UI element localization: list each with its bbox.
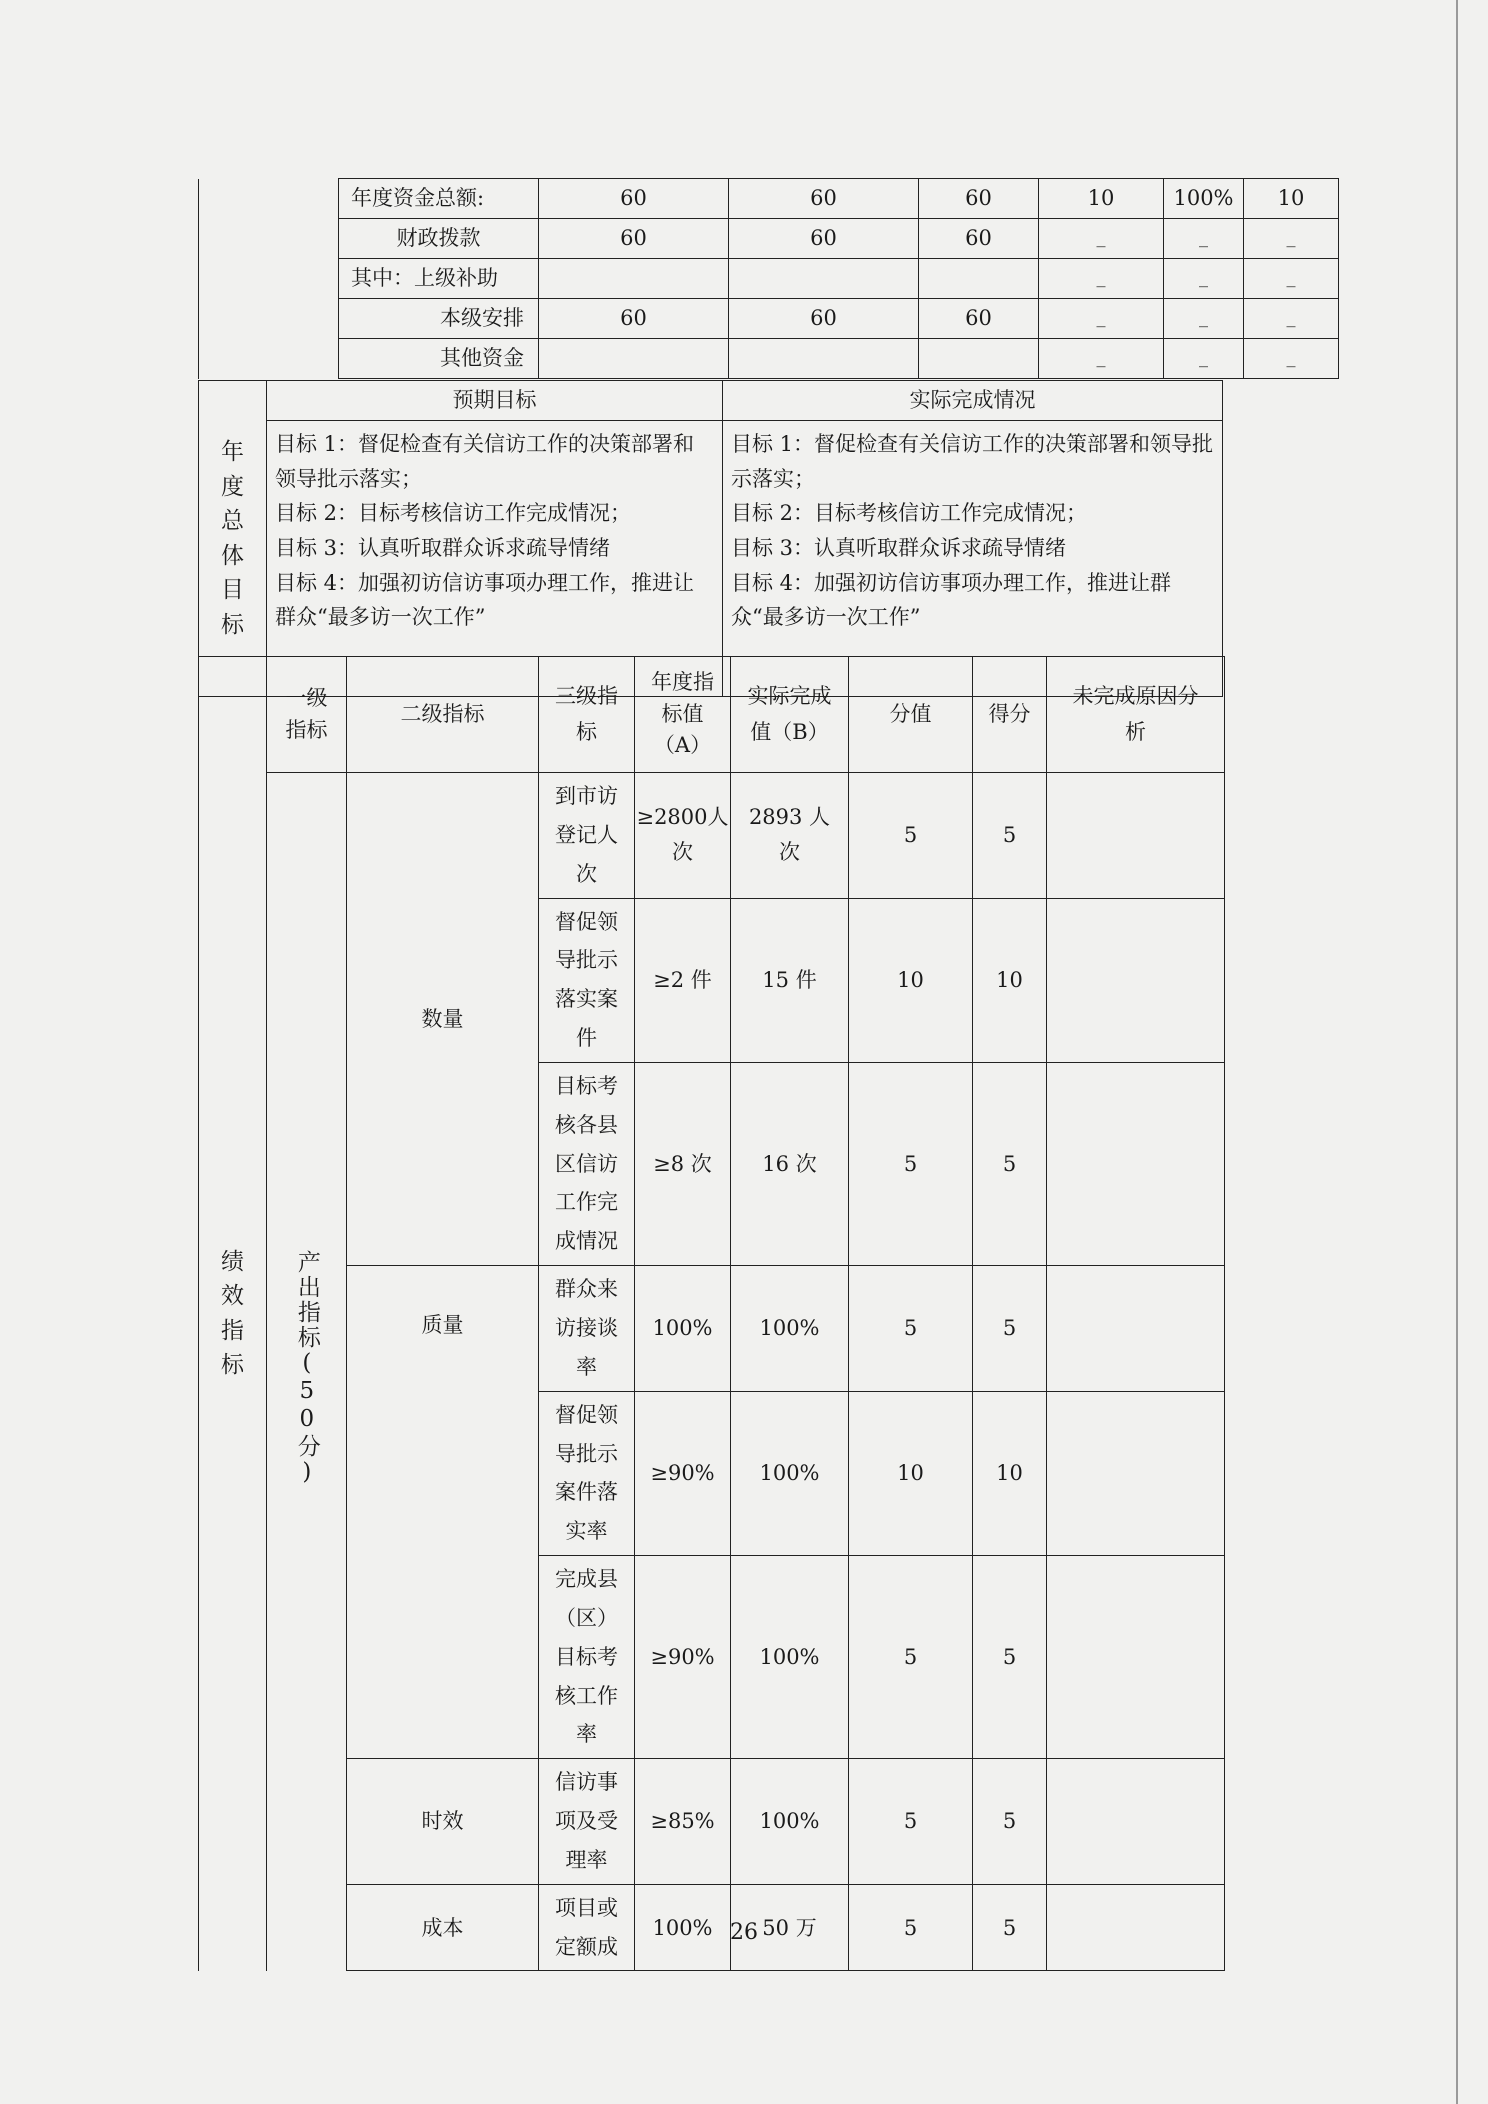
actual-cell: 100% (731, 1556, 849, 1759)
funds-table (198, 178, 1339, 379)
funds-rate: _ (1164, 259, 1244, 299)
reason-cell (1047, 773, 1225, 899)
actual-cell: 2893 人次 (731, 773, 849, 899)
funds-value (539, 339, 729, 379)
funds-value: 60 (539, 299, 729, 339)
header-got: 得分 (973, 657, 1047, 773)
funds-value: 60 (729, 299, 919, 339)
target-cell: 100% (635, 1884, 731, 1971)
header-level1: 一级指标 (267, 657, 347, 773)
funds-score: _ (1039, 339, 1164, 379)
funds-got: _ (1244, 219, 1339, 259)
perf-side-label (199, 657, 267, 1971)
got-cell: 5 (973, 1759, 1047, 1885)
header-score: 分值 (849, 657, 973, 773)
target-cell: ≥90% (635, 1556, 731, 1759)
goal-item: 目标 1：督促检查有关信访工作的决策部署和领导批示落实； (275, 432, 695, 491)
funds-got: _ (1244, 339, 1339, 379)
goal-item: 目标 4：加强初访信访事项办理工作，推进让群众“最多访一次工作” (731, 570, 1172, 630)
reason-cell (1047, 1556, 1225, 1759)
funds-value: 60 (729, 179, 919, 219)
funds-score: _ (1039, 219, 1164, 259)
funds-label: 本级安排 (339, 299, 539, 339)
header-actual: 实际完成值（B） (731, 657, 849, 773)
perf-row (199, 1759, 1225, 1885)
reason-cell (1047, 898, 1225, 1062)
reason-cell (1047, 1759, 1225, 1885)
header-reason: 未完成原因分析 (1047, 657, 1225, 773)
goals-side-text: 年度总体目标 (221, 439, 244, 638)
funds-label: 财政拨款 (339, 219, 539, 259)
level3-cell: 到市访登记人次 (539, 773, 635, 899)
funds-rate: _ (1164, 219, 1244, 259)
funds-row (199, 259, 1339, 299)
goal-item: 目标 3：认真听取群众诉求疏导情绪 (275, 535, 611, 560)
score-cell: 10 (849, 1391, 973, 1555)
funds-rate: _ (1164, 299, 1244, 339)
scan-edge (1456, 0, 1458, 2104)
goals-table (198, 380, 1223, 697)
got-cell: 5 (973, 1556, 1047, 1759)
funds-score: _ (1039, 259, 1164, 299)
header-level3: 三级指标 (539, 657, 635, 773)
actual-cell: 16 次 (731, 1062, 849, 1265)
score-cell: 10 (849, 898, 973, 1062)
funds-value: 60 (919, 299, 1039, 339)
funds-score: 10 (1039, 179, 1164, 219)
level3-cell: 项目或定额成 (539, 1884, 635, 1971)
funds-label: 年度资金总额: (339, 179, 539, 219)
level3-cell: 督促领导批示案件落实率 (539, 1391, 635, 1555)
perf-row (199, 773, 1225, 899)
actual-cell: 50 万 (731, 1884, 849, 1971)
funds-value (919, 259, 1039, 299)
target-cell: 100% (635, 1266, 731, 1392)
reason-cell (1047, 1266, 1225, 1392)
header-target: 年度指标值（A） (635, 657, 731, 773)
funds-value: 60 (729, 219, 919, 259)
target-cell: ≥8 次 (635, 1062, 731, 1265)
funds-got: 10 (1244, 179, 1339, 219)
output-indicator-label: 产出指标(50分) (293, 1250, 320, 1488)
funds-value: 60 (919, 179, 1039, 219)
funds-row (199, 339, 1339, 379)
level3-cell: 信访事项及受理率 (539, 1759, 635, 1885)
level3-cell: 目标考核各县区信访工作完成情况 (539, 1062, 635, 1265)
page-number: 26 (730, 1920, 758, 1945)
got-cell: 5 (973, 1266, 1047, 1392)
category-cost: 成本 (347, 1884, 539, 1971)
got-cell: 10 (973, 898, 1047, 1062)
goals-side-label (199, 381, 267, 697)
perf-header-row (199, 657, 1225, 773)
perf-side-text: 绩效指标 (221, 1248, 244, 1379)
got-cell: 10 (973, 1391, 1047, 1555)
target-cell: ≥85% (635, 1759, 731, 1885)
goal-item: 目标 2：目标考核信访工作完成情况； (275, 501, 632, 526)
level3-cell: 群众来访接谈率 (539, 1266, 635, 1392)
goal-item: 目标 4：加强初访信访事项办理工作，推进让群众“最多访一次工作” (275, 570, 695, 630)
funds-value (919, 339, 1039, 379)
got-cell: 5 (973, 1884, 1047, 1971)
actual-cell: 100% (731, 1759, 849, 1885)
funds-score: _ (1039, 299, 1164, 339)
target-cell: ≥2800人次 (635, 773, 731, 899)
level3-cell: 完成县（区）目标考核工作率 (539, 1556, 635, 1759)
funds-label: 其他资金 (339, 339, 539, 379)
header-level2: 二级指标 (347, 657, 539, 773)
actual-cell: 15 件 (731, 898, 849, 1062)
goal-item: 目标 1：督促检查有关信访工作的决策部署和领导批示落实； (731, 432, 1214, 491)
got-cell: 5 (973, 1062, 1047, 1265)
goal-item: 目标 2：目标考核信访工作完成情况； (731, 501, 1088, 526)
funds-row (199, 299, 1339, 339)
funds-row (199, 179, 1339, 219)
score-cell: 5 (849, 1556, 973, 1759)
funds-got: _ (1244, 259, 1339, 299)
category-quality: 质量 (347, 1266, 539, 1759)
perf-row (199, 1266, 1225, 1392)
category-timeliness: 时效 (347, 1759, 539, 1885)
target-cell: ≥90% (635, 1391, 731, 1555)
funds-value: 60 (919, 219, 1039, 259)
funds-value: 60 (539, 179, 729, 219)
got-cell: 5 (973, 773, 1047, 899)
reason-cell (1047, 1391, 1225, 1555)
level3-cell: 督促领导批示落实案件 (539, 898, 635, 1062)
funds-row (199, 219, 1339, 259)
target-cell: ≥2 件 (635, 898, 731, 1062)
funds-rate: _ (1164, 339, 1244, 379)
score-cell: 5 (849, 773, 973, 899)
actual-cell: 100% (731, 1391, 849, 1555)
expected-header: 预期目标 (267, 381, 723, 421)
funds-value (729, 339, 919, 379)
funds-got: _ (1244, 299, 1339, 339)
actual-cell: 100% (731, 1266, 849, 1392)
reason-cell (1047, 1062, 1225, 1265)
score-cell: 5 (849, 1759, 973, 1885)
actual-header: 实际完成情况 (723, 381, 1223, 421)
funds-label: 其中：上级补助 (339, 259, 539, 299)
perf-table (198, 656, 1225, 1971)
funds-rate: 100% (1164, 179, 1244, 219)
output-indicator-cell (267, 773, 347, 1971)
score-cell: 5 (849, 1266, 973, 1392)
score-cell: 5 (849, 1884, 973, 1971)
funds-value (539, 259, 729, 299)
score-cell: 5 (849, 1062, 973, 1265)
category-quantity: 数量 (347, 773, 539, 1266)
blank-cell (199, 179, 339, 379)
funds-value: 60 (539, 219, 729, 259)
goal-item: 目标 3：认真听取群众诉求疏导情绪 (731, 535, 1067, 560)
funds-value (729, 259, 919, 299)
